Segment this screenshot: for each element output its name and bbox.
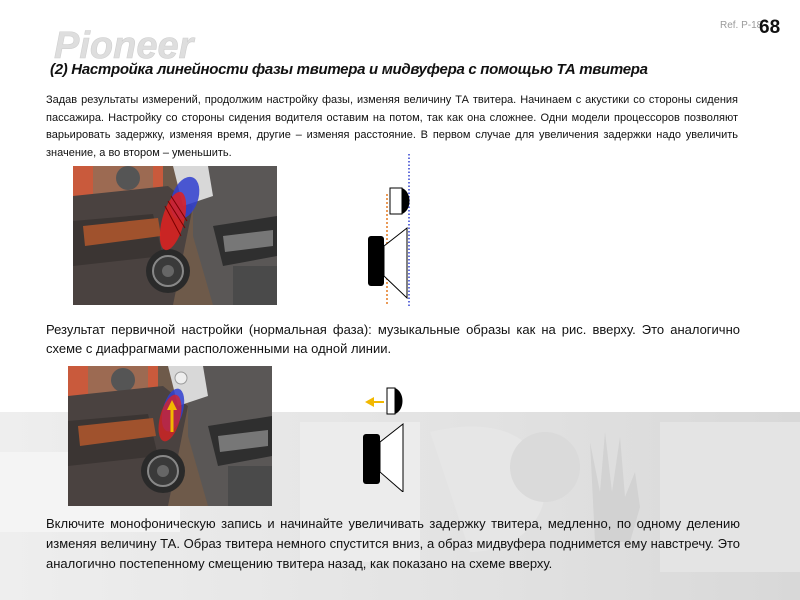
logo-text: Pioneer [54,25,194,66]
page-number: 68 [759,17,781,38]
figure1-caption: Результат первичной настройки (нормальная фаза): музыкальные образы как на рис. вверху. Это аналогично схеме с диафрагмами расположенными на одной линии. [46,322,740,356]
speaker-alignment-diagram-tweeter-back [355,380,415,492]
pioneer-logo [52,22,252,66]
section-title: (2) Настройка линейности фазы твитера и мидвуфера с помощью ТА твитера [50,61,648,78]
figure2-caption: Включите монофоническую запись и начинайте увеличивать задержку твитера, медленно, по одному делению изменяя величину ТА. Образ твитера немного спустится вниз, а образ мидвуфера поднимется ему навстречу. Это аналогично постепенному смещению твитера назад, как показано на схеме вверху. [46,516,740,571]
intro-paragraph: Задав результаты измерений, продолжим настройку фазы, изменяя величину ТА твитера. Начинаем с акустики со стороны сидения пассажира. Настройку со стороны сидения водителя оставим на потом, так как она сложнее. Одни модели процессоров позволяют варьировать задержку, изменяя время, другие – изменяя расстояние. В первом случае для увеличения задержки надо увеличить значение, а во втором – уменьшить. [46,94,738,159]
reference-label: Ref. P-18 [720,20,763,31]
car-interior-photo-delay-adjust [68,366,272,506]
car-interior-photo-normal-phase [73,166,277,305]
speaker-alignment-diagram-normal [360,154,420,310]
